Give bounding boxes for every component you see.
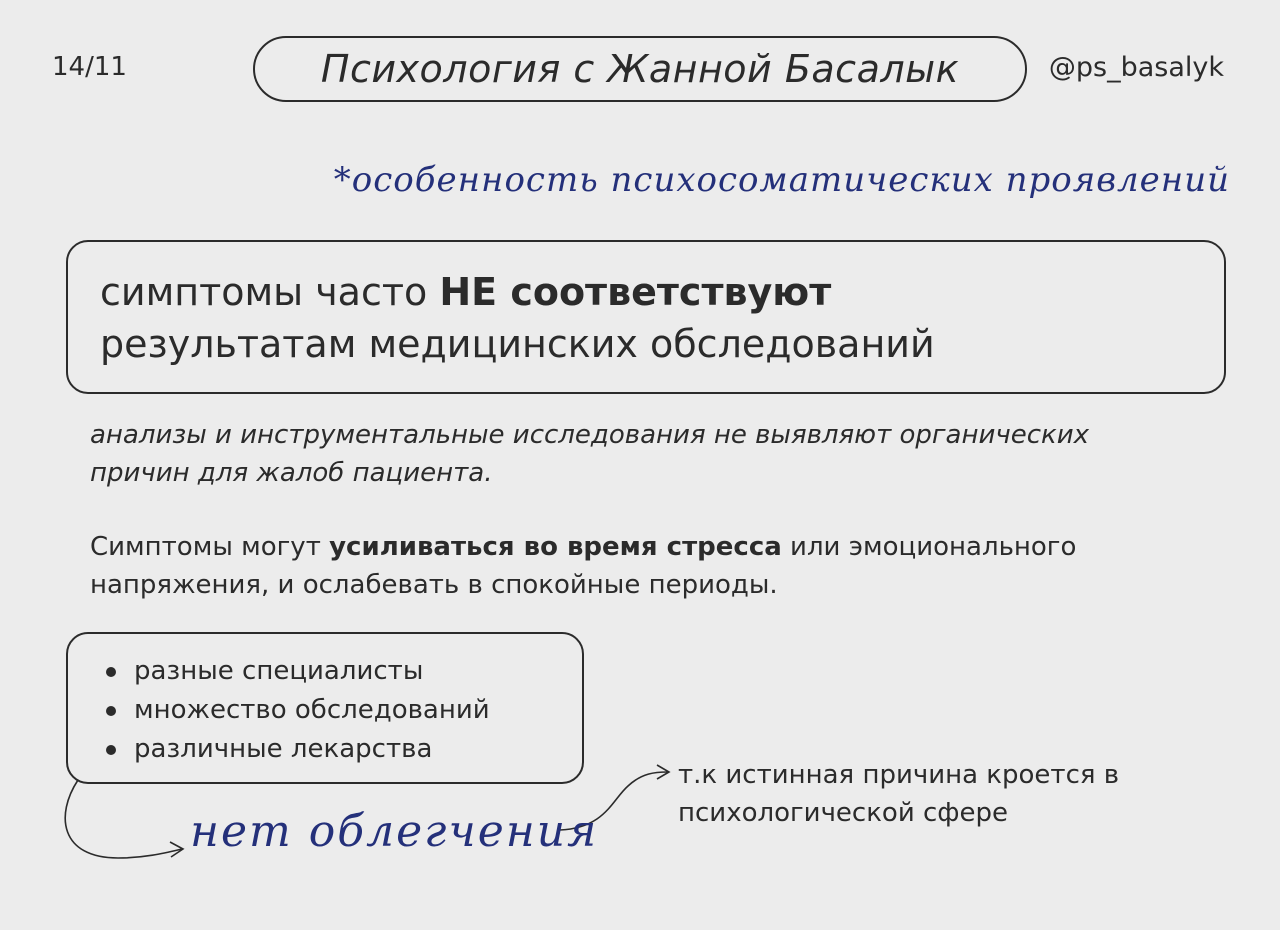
main-statement-line-2: результатам медицинских обследований — [100, 322, 935, 366]
paragraph-start: Симптомы могут — [90, 532, 330, 562]
reason-line-2: психологической сфере — [678, 798, 1009, 828]
left-curved-arrow — [65, 780, 182, 858]
paragraph-bold: усиливаться во время стресса — [329, 532, 782, 562]
script-subtitle: *особенность психосоматических проявлений — [333, 160, 1230, 200]
main-statement-bold: НЕ соответствуют — [439, 270, 832, 314]
no-relief-script: нет облегчения — [190, 806, 599, 857]
list-item: различные лекарства — [106, 730, 582, 769]
list-item: множество обследований — [106, 691, 582, 730]
italic-note: анализы и инструментальные исследования не выявляют органических причин для жалоб пациента. — [90, 420, 1090, 488]
list-item: разные специалисты — [106, 652, 582, 691]
author-handle: @ps_basalyk — [1048, 52, 1224, 83]
slide-counter: 14/11 — [52, 52, 127, 82]
reason-text — [678, 756, 1119, 832]
paragraph-end: или эмоционального напряжения, и ослабевать в спокойные периоды. — [90, 532, 1077, 600]
page-title: Психология с Жанной Басалык — [320, 47, 960, 91]
main-statement-start: симптомы часто — [100, 270, 440, 314]
reason-line-1: т.к истинная причина кроется в — [678, 760, 1120, 790]
